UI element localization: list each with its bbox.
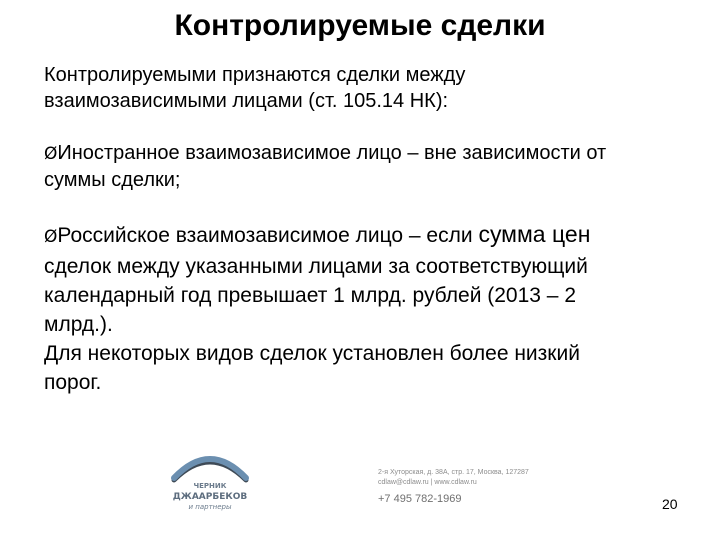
contact-info [378, 468, 578, 507]
contact-phone: +7 495 782-1969 [378, 493, 462, 505]
threshold-note-line-1: Для некоторых видов сделок установлен более низкий [44, 342, 580, 365]
slide-title: Контролируемые сделки [174, 9, 546, 42]
bullet-russian-line-1b: сумма цен [478, 221, 591, 247]
page-number: 20 [662, 496, 678, 512]
intro-paragraph [44, 62, 684, 114]
logo-arc-icon [160, 440, 260, 484]
logo-line-3: и партнеры [188, 503, 232, 511]
logo-line-2: ДЖААРБЕКОВ [172, 492, 248, 502]
bullet-russian-line-4: млрд.). [44, 313, 113, 336]
arrow-bullet-icon: Ø [44, 227, 58, 247]
bullet-russian-line-2: сделок между указанными лицами за соответствующий [44, 255, 588, 278]
threshold-note-line-2: порог. [44, 371, 102, 394]
bullet-foreign-line-1: Иностранное взаимозависимое лицо – вне зависимости от [57, 142, 607, 164]
bullet-foreign [44, 140, 684, 193]
bullet-russian-line-3: календарный год превышает 1 млрд. рублей (2013 – 2 [44, 284, 576, 307]
bullet-russian [44, 220, 684, 397]
intro-line-2: взаимозависимыми лицами (ст. 105.14 НК): [44, 90, 449, 112]
bullet-foreign-line-2: суммы сделки; [44, 169, 181, 191]
arrow-bullet-icon: Ø [44, 144, 58, 164]
company-logo [160, 440, 260, 520]
contact-address: 2-я Хуторская, д. 38А, стр. 17, Москва, 127287 [378, 469, 529, 476]
bullet-russian-line-1a: Российское взаимозависимое лицо – если [57, 224, 479, 247]
contact-web: cdlaw@cdlaw.ru | www.cdlaw.ru [378, 479, 477, 486]
intro-line-1: Контролируемыми признаются сделки между [44, 64, 466, 86]
logo-line-1: ЧЕРНИК [193, 482, 227, 490]
